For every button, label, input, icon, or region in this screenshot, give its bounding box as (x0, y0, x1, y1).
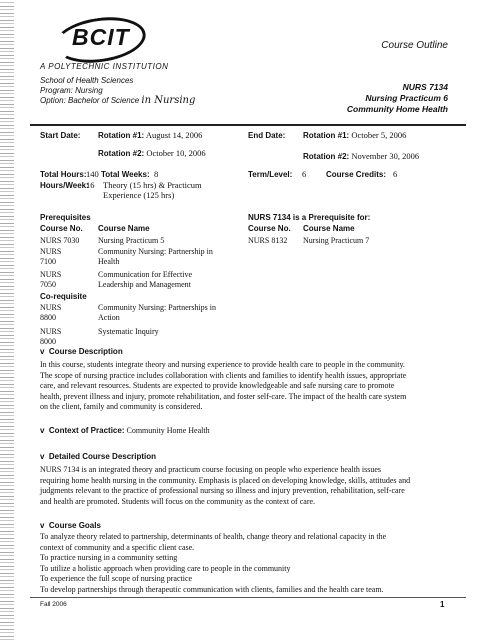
description-line: on the client, family and community is considered. (40, 402, 203, 411)
program-name: Program: Nursing (40, 86, 103, 95)
context-of-practice (40, 426, 210, 435)
bullet-check-icon: v (40, 521, 49, 530)
goal-item: To practice nursing in a community setting (40, 553, 178, 562)
prereq-for-col-name: Course Name (303, 224, 355, 233)
rotation1-end (303, 130, 406, 140)
detailed-description-heading (40, 452, 156, 461)
rotation2-end-label: Rotation #2: (303, 152, 350, 161)
prereq-col-no: Course No. (40, 224, 83, 233)
bullet-check-icon: v (40, 452, 49, 461)
rotation1-start (98, 130, 202, 140)
course-heading (347, 82, 448, 115)
rotation2-end (303, 151, 419, 161)
goal-item: To experience the full scope of nursing practice (40, 574, 193, 583)
option-printed: Option: Bachelor of Science (40, 96, 140, 105)
scan-binding-edge (0, 0, 14, 642)
detailed-line: NURS 7134 is an integrated theory and practicum course focusing on people who experience health issues (40, 465, 382, 474)
hours-experience: Experience (125 hrs) (103, 190, 175, 200)
detailed-description-title: Detailed Course Description (48, 452, 157, 461)
course-no: NURS 7030 (40, 236, 80, 245)
course-no: NURS 8132 (248, 236, 288, 245)
total-weeks-value: 8 (154, 169, 159, 179)
option-handwritten: in Nursing (141, 95, 196, 106)
term-value: 6 (302, 169, 307, 179)
bullet-check-icon: v (40, 426, 49, 435)
course-no: NURS 7050 (40, 270, 62, 289)
rotation1-end-value: October 5, 2006 (351, 130, 407, 140)
start-date-label: Start Date: (40, 131, 81, 140)
description-line: health, prevent illness and injury, promote rehabilitation, and foster self-care. The impact of the health care system (40, 391, 407, 401)
course-name-cont: Action (98, 313, 120, 322)
description-line: In this course, students integrate theory and nursing experience to provide health care to people in the community. (40, 360, 405, 369)
hours-week-label: Hours/Week: (40, 181, 89, 190)
option-line (40, 96, 195, 106)
prereq-col-name: Course Name (98, 224, 150, 233)
doc-type: Course Outline (381, 40, 448, 51)
footer-rule (30, 597, 466, 598)
course-no: NURS 8800 (40, 303, 62, 322)
hours-week-value: 16 (86, 180, 95, 190)
credits-label: Course Credits: (326, 170, 387, 179)
context-title: Context of Practice: (48, 426, 125, 435)
prereq-for-col-no: Course No. (248, 224, 291, 233)
program-info (40, 76, 195, 106)
course-description-heading (40, 347, 123, 356)
footer-date: Fall 2006 (40, 601, 67, 608)
rotation2-start (98, 148, 206, 158)
description-line: The scope of nursing practice includes collaboration with clients and families to identify health issues, appropriate (40, 370, 407, 380)
prerequisites-title: Prerequisites (40, 213, 91, 222)
detailed-description-text (40, 465, 470, 507)
course-title: Nursing Practicum 6 (365, 93, 448, 103)
course-subtitle: Community Home Health (346, 104, 448, 114)
course-goals-title: Course Goals (48, 521, 101, 530)
page-number: 1 (440, 600, 445, 609)
course-no: NURS 8000 (40, 327, 62, 346)
bullet-check-icon: v (40, 347, 49, 356)
course-name-cont: Leadership and Management (98, 280, 191, 289)
course-name: Communication for Effective (98, 270, 193, 279)
course-description-title: Course Description (48, 347, 123, 356)
total-hours-label: Total Hours: (40, 170, 87, 179)
goal-item: context of community and a specific client case. (40, 542, 195, 552)
rotation2-start-value: October 10, 2006 (146, 148, 206, 158)
goal-item: To develop partnerships through therapeutic communication with clients, families and the health care team. (40, 584, 384, 594)
detailed-line: requiring home health nursing in the community. Emphasis is placed on developing knowledge, skills, attitudes and (40, 475, 411, 485)
total-weeks-label: Total Weeks: (101, 170, 150, 179)
hours-breakdown (103, 180, 202, 200)
rotation1-label: Rotation #1: (98, 131, 145, 140)
course-name: Nursing Practicum 7 (303, 236, 370, 245)
course-name: Community Nursing: Partnership in (98, 247, 213, 256)
course-goals-list (40, 532, 470, 595)
total-hours-value: 140 (86, 169, 99, 179)
course-name: Community Nursing: Partnerships in (98, 303, 216, 312)
rotation2-end-value: November 30, 2006 (351, 151, 420, 161)
end-date-label: End Date: (248, 131, 286, 140)
header-rule (30, 124, 466, 126)
credits-value: 6 (393, 169, 398, 179)
school-name: School of Health Sciences (40, 76, 134, 85)
goal-item: To utilize a holistic approach when providing care to people in the community (40, 563, 291, 573)
rotation1-start-value: August 14, 2006 (145, 130, 203, 140)
institution-tagline: A POLYTECHNIC INSTITUTION (40, 62, 169, 71)
course-description-text (40, 360, 470, 413)
bcit-logo: BCIT (72, 24, 130, 50)
goal-item: To analyze theory related to partnership, determinants of health, change theory and relational capacity in the (40, 532, 387, 541)
course-no: NURS 7100 (40, 247, 62, 266)
course-name: Systematic Inquiry (98, 327, 159, 336)
context-value: Community Home Health (126, 426, 210, 435)
detailed-line: judgments relevant to the practice of professional nursing so illness and injury prevention, rehabilitation, self-care (40, 486, 405, 495)
term-label: Term/Level: (248, 170, 293, 179)
course-name: Nursing Practicum 5 (98, 236, 165, 245)
course-name-cont: Health (98, 257, 120, 266)
rotation1-end-label: Rotation #1: (303, 131, 350, 140)
course-code: NURS 7134 (402, 82, 448, 92)
description-line: care, and relevant resources. Students are expected to provide knowledgeable and safe nursing care to promote (40, 381, 395, 390)
prereq-for-title: NURS 7134 is a Prerequisite for: (248, 213, 371, 222)
hours-theory: Theory (15 hrs) & Practicum (103, 180, 202, 190)
corequisite-title: Co-requisite (40, 292, 87, 301)
rotation2-label: Rotation #2: (98, 149, 145, 158)
detailed-line: and health are promoted. Students will focus on the community as the context of care. (40, 496, 316, 506)
course-goals-heading (40, 521, 101, 530)
